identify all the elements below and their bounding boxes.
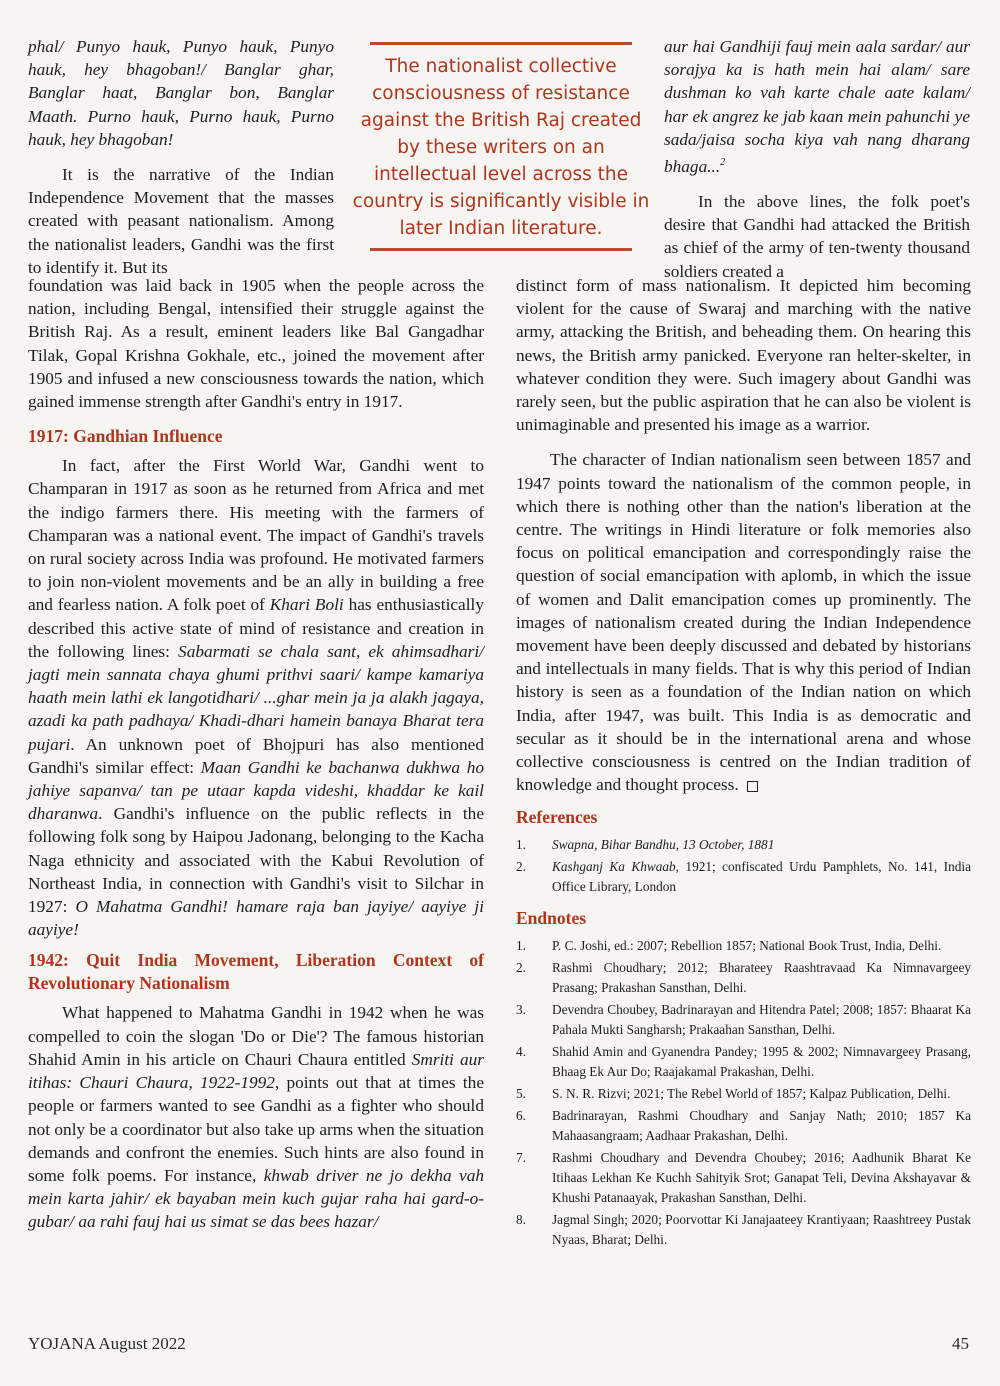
references-list	[516, 835, 971, 897]
quit-india-text-a: What happened to Mahatma Gandhi in 1942 when he was compelled to coin the slogan 'Do or Die'? The famous historian Shahid Amin in his article on Chauri Chaura entitled	[28, 1003, 484, 1069]
paragraph-narrow: It is the narrative of the Indian Independence Movement that the masses created with peasant nationalism. Among the nationalist leaders, Gandhi was the first to identify it. But its	[28, 165, 334, 277]
endnote-number: 5.	[516, 1086, 526, 1102]
heading-quit-india: 1942: Quit India Movement, Liberation Context of Revolutionary Nationalism	[28, 950, 484, 994]
pull-quote-text: The nationalist collective consciousness of resistance against the British Raj created by these writers on an intellectual level across the country is significantly visible in later Indian literature.	[352, 56, 650, 239]
endnote-text: Badrinarayan, Rashmi Choudhary and Sanjay Nath; 2010; 1857 Ka Mahaasangraam; Aadhaar Prakashan, Delhi.	[552, 1108, 971, 1144]
khari-boli: Khari Boli	[269, 595, 344, 615]
endnote-item	[516, 1106, 971, 1146]
paragraph-above-lines: In the above lines, the folk poet's desire that Gandhi had attacked the British as chief of the army of ten-twenty thousand soldiers created a	[664, 191, 970, 281]
endnote-number: 2.	[516, 960, 526, 976]
reference-number: 1.	[516, 837, 526, 853]
folk-poem-2: Maan Gandhi ke bachanwa dukhwa ho jahiye sapanva/ tan pe utaar kapda videshi, khaddar ke kail dharanwa	[28, 757, 484, 824]
poem-continuation	[664, 35, 970, 178]
paragraph-foundation: foundation was laid back in 1905 when the people across the nation, including Bengal, intensified their struggle against the British Raj. As a result, eminent leaders like Bal Gangadhar Tilak, Gopal Krishna Gokhale, etc., joined the movement after 1905 and infused a new consciousness towards the nation, which gained immense strength after Gandhi's entry in 1917.	[28, 276, 484, 412]
paragraph-champaran	[28, 454, 484, 941]
references-heading: References	[516, 807, 598, 828]
endnote-number: 8.	[516, 1212, 526, 1228]
endnote-text: Jagmal Singh; 2020; Poorvottar Ki Janajaateey Krantiyaan; Raashtreey Pustak Nyaas, Bharat; Delhi.	[552, 1212, 971, 1248]
magazine-issue: YOJANA August 2022	[28, 1334, 186, 1353]
endnote-text: Rashmi Choudhary; 2012; Bharateey Raashtravaad Ka Nimnavargeey Prasang; Prakashan Sansthan, Delhi.	[552, 960, 971, 996]
endnote-item	[516, 936, 971, 956]
footnote-marker: 2	[720, 157, 726, 169]
endnote-number: 7.	[516, 1150, 526, 1166]
folk-poem-1: Sabarmati se chala sant, ek ahimsadhari/ jagti mein sannata chaya ghumi prithvi saari/ kampe kamariya haath mein lathi ek langotidhari/ ...ghar mein ja ja alakh jagaya, azadi ka path padhaya/ Khadi-dhari hamein banaya Bharat tera pujari	[28, 641, 484, 754]
paragraph-mass-nationalism: distinct form of mass nationalism. It depicted him becoming violent for the cause of Swaraj and marching with the native army, attacking the British, and beheading them. On hearing this news, the British army panicked. Everyone ran helter-skelter, in whatever condition they were. Such imagery about Gandhi was rarely seen, but the public aspiration that he can also be violent is unimaginable and presented his image as a warrior.	[516, 276, 971, 435]
endnotes-heading: Endnotes	[516, 908, 587, 929]
page-number: 45	[952, 1334, 969, 1353]
left-column-top	[28, 35, 334, 279]
endnote-number: 4.	[516, 1044, 526, 1060]
pull-quote-bottom-rule	[370, 248, 632, 251]
endnote-item	[516, 1210, 971, 1250]
champaran-text-d: . Gandhi's influence on the public reflects in the following folk song by Haipou Jadonang, belonging to the Kacha Naga ethnicity and associated with the Kabui Revolution of Northeast India, in connection with Gandhi's visit to Silchar in 1927:	[28, 804, 484, 917]
pull-quote	[352, 42, 650, 251]
endnote-item	[516, 958, 971, 998]
endnote-number: 6.	[516, 1108, 526, 1124]
paragraph-quit-india	[28, 1001, 484, 1233]
reference-details: , 1921; confiscated Urdu Pamphlets, No. 141, India Office Library, London	[552, 859, 971, 895]
reference-number: 2.	[516, 859, 526, 875]
poem-continuation-text: aur hai Gandhiji fauj mein aala sardar/ aur sorajya ka is hath mein hai alam/ sare dushman ko vah karte chale aate kalam/ har ek angrez ke jab kaan mein pahunchi ye sada/jaisa socha kiya vah nang dharang bhaga...	[664, 37, 970, 176]
reference-title: Kashganj Ka Khwaab	[552, 859, 676, 875]
champaran-text-c: . An unknown poet of Bhojpuri has also mentioned Gandhi's similar effect:	[28, 734, 484, 777]
endnote-text: Devendra Choubey, Badrinarayan and Hitendra Patel; 2008; 1857: Bhaarat Ka Pahala Mukti Sangharsh; Prakaahan Sansthan, Delhi.	[552, 1002, 971, 1038]
champaran-text-b: has enthusiastically described this active state of mind of resistance and creation in the following lines:	[28, 595, 484, 661]
champaran-text-a: In fact, after the First World War, Gandhi went to Champaran in 1917 as soon as he returned from Africa and met the indigo farmers there. His meeting with the farmers of Champaran was a national event. The impact of Gandhi's travels on rural society across India was profound. He motivated farmers to join non-violent movements and be an ally in building a free and fearless nation. A folk poet of	[28, 456, 484, 615]
reference-item	[516, 835, 971, 855]
right-column-main	[516, 274, 971, 1252]
heading-gandhian-influence: 1917: Gandhian Influence	[28, 426, 223, 447]
endnote-number: 1.	[516, 938, 526, 954]
right-column-top	[664, 35, 970, 283]
endnote-text: Shahid Amin and Gyanendra Pandey; 1995 & 2002; Nimnavargeey Prasang, Bhaag Ek Aur Do; Raajakamal Prakashan, Delhi.	[552, 1044, 971, 1080]
folk-poem-3: O Mahatma Gandhi! hamare raja ban jayiye/ aayiye ji aayiye!	[28, 897, 484, 940]
article-title: Smriti aur itihas: Chauri Chaura, 1922-1992	[28, 1049, 485, 1093]
endnotes-list	[516, 936, 971, 1250]
intro-poem: phal/ Punyo hauk, Punyo hauk, Punyo hauk, hey bhagoban!/ Banglar ghar, Banglar haat, Banglar bon, Banglar Maath. Purno hauk, Purno hauk, Purno hauk, hey bhagoban!	[28, 37, 334, 149]
folk-poem-4: khwab driver ne jo dekha vah mein karta jahir/ ek bayaban mein kuch gujar raha hai gard-o-gubar/ aa rahi fauj hai us simat se das bees hazar/	[28, 1165, 484, 1232]
endnote-item	[516, 1000, 971, 1040]
endnote-item	[516, 1148, 971, 1208]
reference-title: Swapna, Bihar Bandhu, 13 October, 1881	[552, 837, 775, 853]
reference-item	[516, 857, 971, 897]
endnote-text: S. N. R. Rizvi; 2021; The Rebel World of 1857; Kalpaz Publication, Delhi.	[552, 1086, 951, 1102]
end-mark-icon	[747, 781, 758, 792]
endnote-item	[516, 1042, 971, 1082]
character-text: The character of Indian nationalism seen between 1857 and 1947 points toward the nationalism of the common people, in which there is nothing other than the nation's liberation at the centre. The writings in Hindi literature or folk memories also focus on political emancipation and correspondingly raise the question of social emancipation with aplomb, in which the issue of women and Dalit emancipation comes up prominently. The images of nationalism created during the Indian Independence movement have been deeply discussed and debated by historians and intellectuals in many fields. That is why this period of Indian history is seen as a foundation of the Indian nation on which India, after 1947, was built. This India is as democratic and secular as it should be in the international arena and whose collective consciousness is centred on the Indian tradition of knowledge and thought process.	[516, 450, 971, 795]
paragraph-character	[516, 448, 971, 796]
endnote-item	[516, 1084, 971, 1104]
left-column-main	[28, 274, 484, 1234]
endnote-text: P. C. Joshi, ed.: 2007; Rebellion 1857; National Book Trust, India, Delhi.	[552, 938, 942, 954]
endnote-number: 3.	[516, 1002, 526, 1018]
quit-india-text-b: , points out that at times the people or farmers wanted to see Gandhi as a fighter who should not only be a coordinator but also take up arms when the situation demands and confront the enemies. Such hints are also found in some folk poems. For instance,	[28, 1073, 484, 1185]
endnote-text: Rashmi Choudhary and Devendra Choubey; 2016; Aadhunik Bharat Ke Itihaas Lekhan Ke Kuchh Sahityik Srot; Ganapat Teli, Devina Akshayavar & Khushi Patanaayak, Prakashan Sansthan, Delhi.	[552, 1150, 971, 1206]
